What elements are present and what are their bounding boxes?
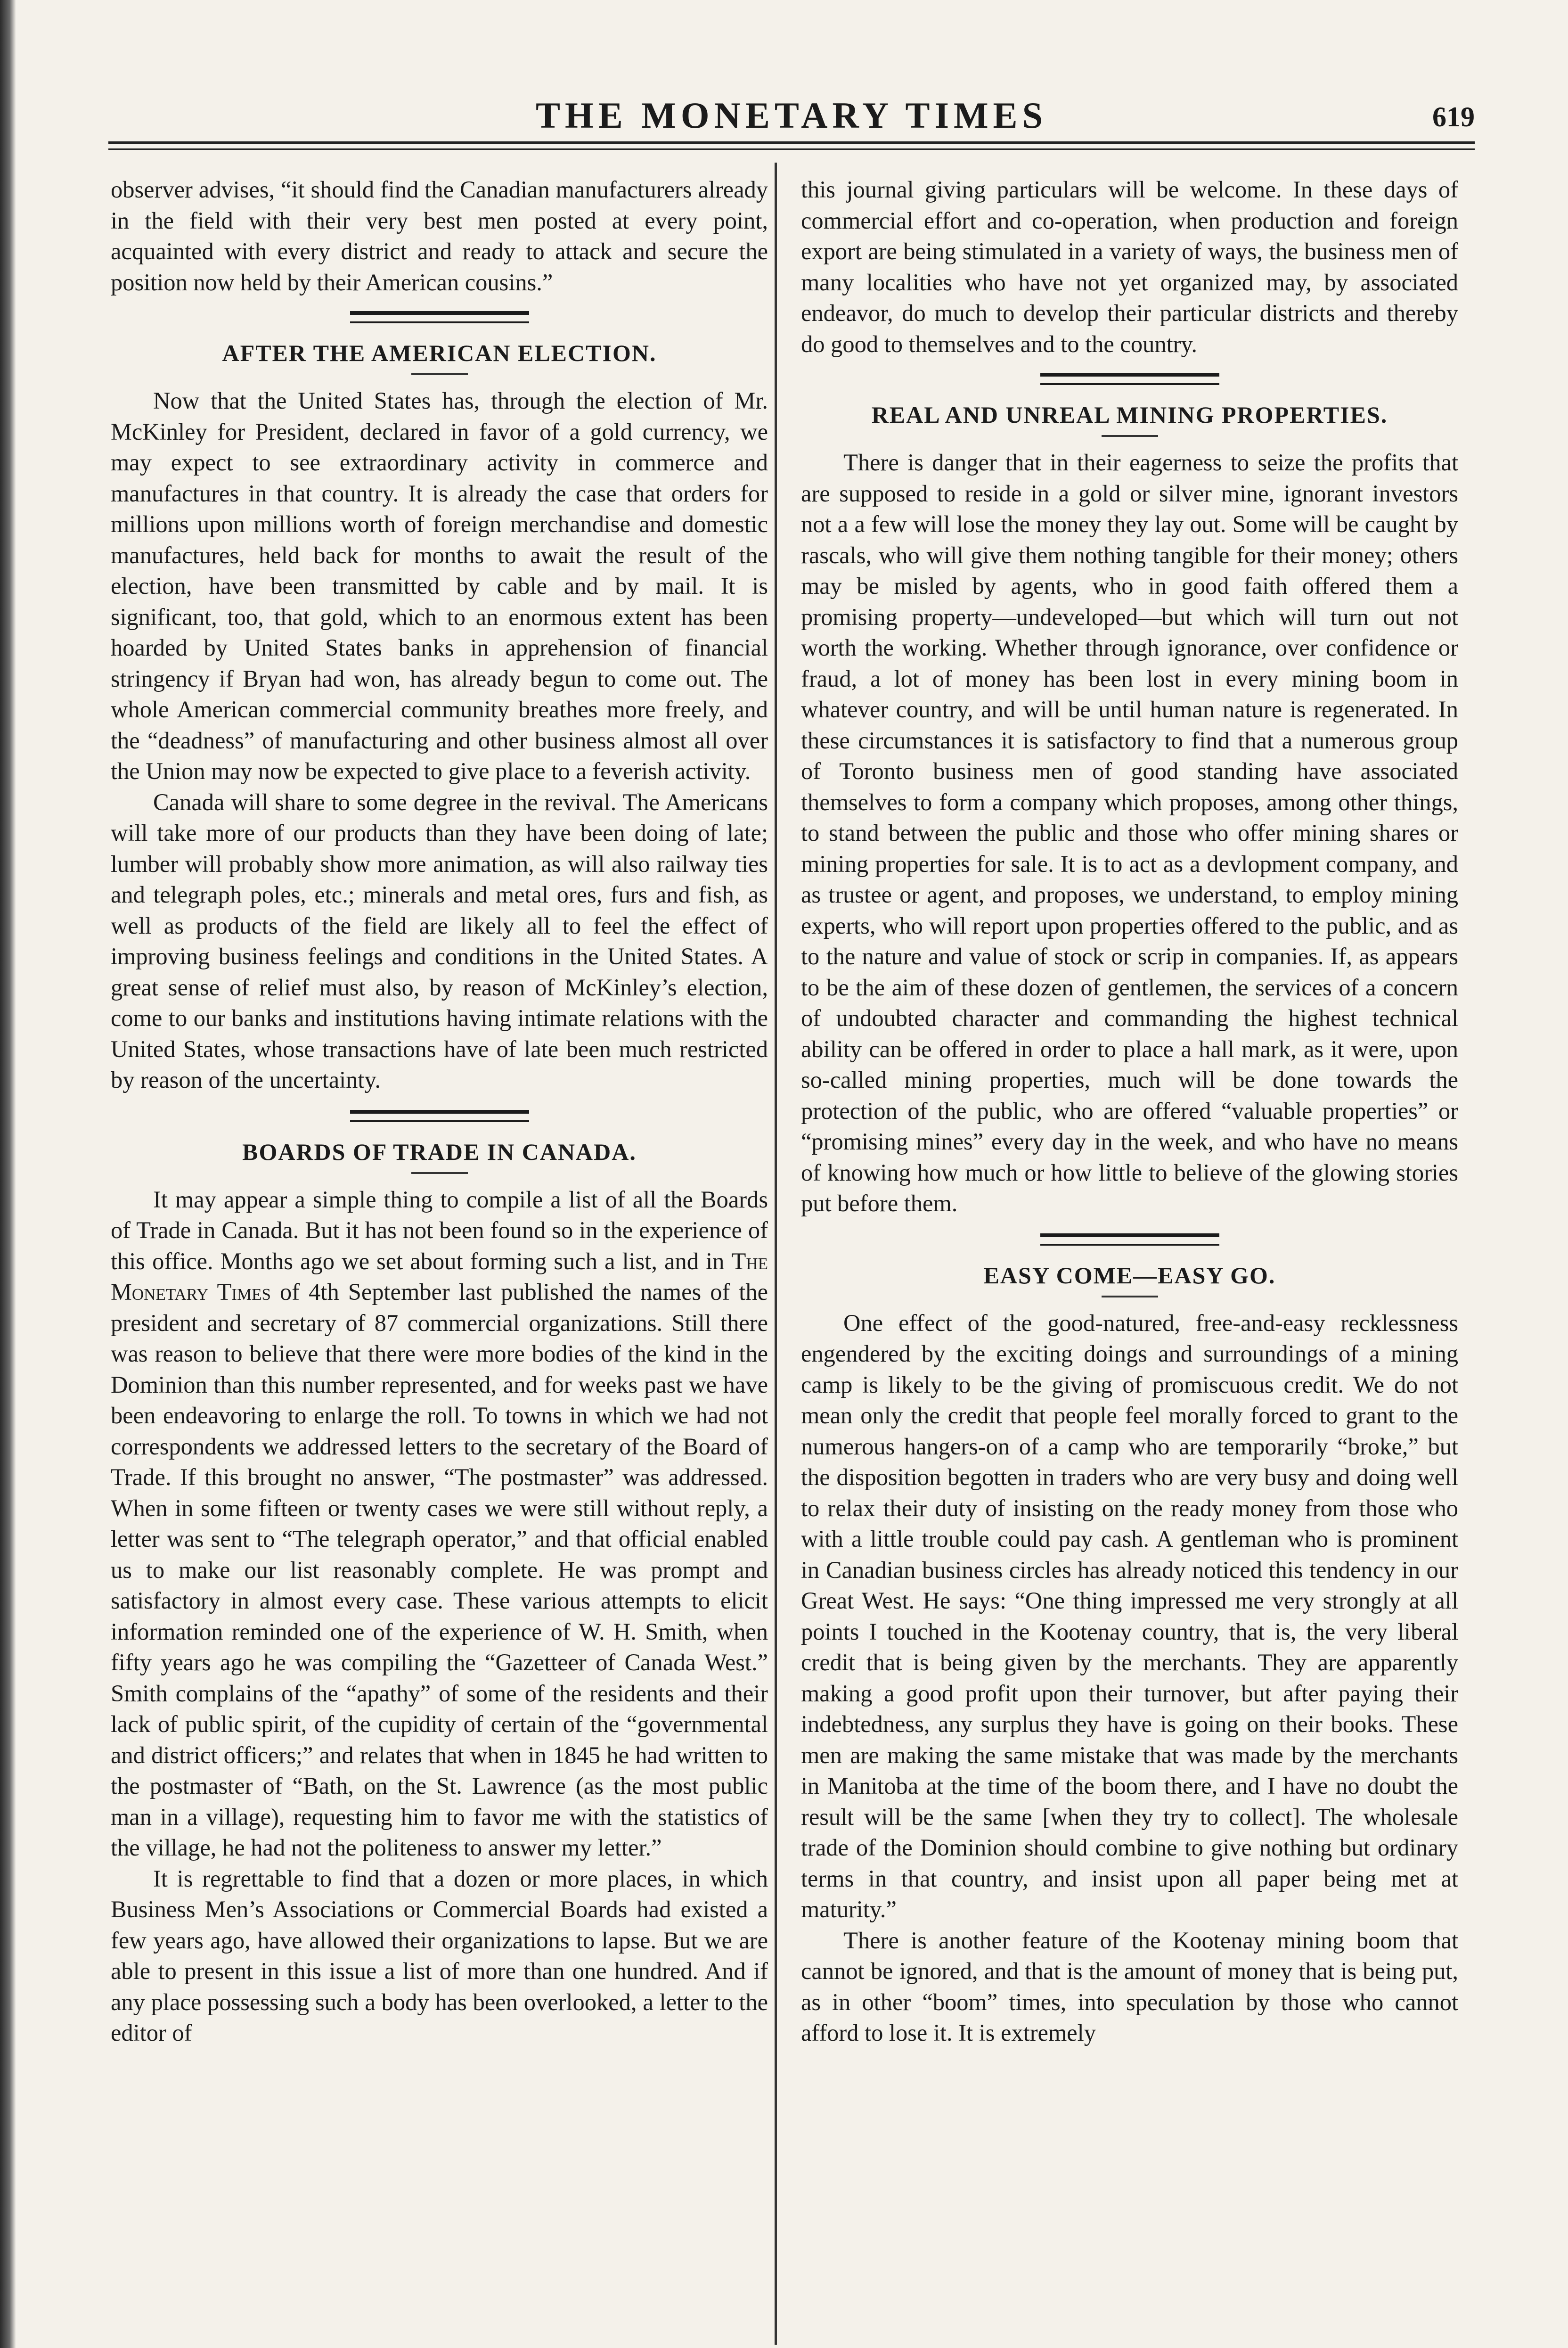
article-paragraph: There is another feature of the Kootenay mining boom that cannot be ignored, and that is the amount of money that is being put, as in other “boom” times, into speculation by those who cannot afford to lose it. It is extremely [801,1927,1458,2046]
article-heading: AFTER THE AMERICAN ELECTION. [222,340,657,366]
column-divider [775,163,777,2345]
continuation-paragraph: this journal giving particulars will be welcome. In these days of commercial effort and co-operation, when production and foreign export are being stimulated in a variety of ways, the business men of many localities who have not yet organized may, by associated endeavor, do much to develop their particular districts and thereby do good to themselves and to the country. [801,176,1458,357]
article-paragraph: Canada will share to some degree in the revival. The Americans will take more of our products than they have been doing of late; lumber will probably show more animation, as will also railway ties and telegraph poles, etc.; minerals and metal ores, furs and fish, as well as products of the field are likely all to feel the effect of improving business feelings and conditions in the United States. A great sense of relief must also, by reason of McKinley’s election, come to our banks and institutions having intimate relations with the United States, whose transactions have of late been much restricted by reason of the uncertainty. [111,788,768,1093]
article-mining-properties [801,399,1458,1219]
heading-rule [1102,1296,1158,1297]
page-number: 619 [1432,101,1475,132]
heading-rule [411,373,468,375]
article-paragraph: It is regrettable to find that a dozen or more places, in which Business Men’s Associations or Commercial Boards had existed a few years ago, have allowed their organizations to lapse. But we are able to present in this issue a list of more than one hundred. And if any place possessing such a body has been overlooked, a letter to the editor of [111,1865,768,2046]
article-paragraph [111,1184,768,1864]
section-rule [1040,373,1219,385]
section-rule [350,311,529,323]
paragraph-text: of 4th September last published the names of the president and secretary of 87 commercial organizations. Still there was reason to believe that there were more bodies of the kind in the Dominion than this number represented, and for weeks past we have been endeavoring to enlarge the roll. To towns in which we had not correspondents we addressed letters to the secretary of the Board of Trade. If this brought no answer, “The postmaster” was addressed. When in some fifteen or twenty cases we were still without reply, a letter was sent to “The telegraph operator,” and that official enabled us to make our list reasonably complete. He was prompt and satisfactory in almost every case. These various attempts to elicit information reminded one of the experience of W. H. Smith, when fifty years ago he was compiling the “Gazetteer of Canada West.” Smith complains of the “apathy” of some of the residents and their lack of public spirit, of the cupidity of certain of the “governmental and district officers;” and relates that when in 1845 he had written to the postmaster of “Bath, on the St. Lawrence (as the most public man in a village), requesting him to favor me with the statistics of the village, he had not the politeness to answer my letter.” [111,1279,768,1861]
header-rule [108,141,1475,150]
section-rule [1040,1233,1219,1246]
article-heading: EASY COME—EASY GO. [983,1262,1276,1289]
article-after-american-election [111,337,768,1096]
section-rule [350,1110,529,1122]
paragraph-text: It may appear a simple thing to compile a list of all the Boards of Trade in Canada. But it has not been found so in the experience of this office. Months ago we set about forming such a list, and in [111,1186,768,1274]
article-paragraph: There is danger that in their eagerness to seize the profits that are supposed to reside in a gold or silver mine, ignorant investors not a a few will lose the money they lay out. Some will be caught by rascals, who will give them nothing tangible for their money; others may be misled by agents, who in good faith offered them a promising property—undeveloped—but which will turn out not worth the working. Whether through ignorance, over confidence or fraud, a lot of money has been lost in every mining boom in whatever country, and will be until human nature is regenerated. In these circumstances it is satisfactory to find that a numerous group of Toronto business men of good standing have associated themselves to form a company which proposes, among other things, to stand between the public and those who offer mining shares or mining properties for sale. It is to act as a devlopment company, and as trustee or agent, and proposes, we understand, to employ mining experts, who will report upon properties offered to the public, and as to the nature and value of stock or scrip in companies. If, as appears to be the aim of these dozen of gentlemen, the services of a concern of undoubted character and commanding the highest technical ability can be offered in order to place a hall mark, as it were, upon so-called mining properties, much will be done towards the protection of the public, who are offered “valuable properties” or “promising mines” every day in the week, and who have no means of knowing how much or how little to believe of the glowing stories put before them. [801,449,1458,1216]
journal-name: The Monetary Times [111,1248,768,1305]
page-binding-edge [0,0,16,2348]
article-heading: REAL AND UNREAL MINING PROPERTIES. [871,402,1388,428]
page-header [108,94,1475,146]
publication-title: THE MONETARY TIMES [536,95,1047,136]
heading-rule [411,1172,468,1174]
heading-rule [1102,435,1158,437]
article-boards-of-trade [111,1136,768,2049]
article-easy-come-easy-go [801,1260,1458,2049]
left-column [111,174,768,2049]
article-paragraph: One effect of the good-natured, free-and-easy recklessness engendered by the exciting doings and surroundings of a mining camp is likely to be the giving of promiscuous credit. We do not mean only the credit that people feel morally forced to grant to the numerous hangers-on of a camp who are temporarily “broke,” but the disposition begotten in traders who are very busy and doing well to relax their duty of insisting on the ready money from those who with a little trouble could pay cash. A gentleman who is prominent in Canadian business circles has already noticed this tendency in our Great West. He says: “One thing impressed me very strongly at all points I touched in the Kootenay country, that is, the very liberal credit that is being given by the merchants. They are apparently making a good profit upon their turnover, but after paying their indebtedness, any surplus they have is going on their books. These men are making the same mistake that was made by the merchants in Manitoba at the time of the boom there, and I have no doubt the result will be the same [when they try to collect]. The wholesale trade of the Dominion should combine to give nothing but ordinary terms in that country, and insist upon all paper being met at maturity.” [801,1309,1458,1922]
right-column [801,174,1458,2049]
article-heading: BOARDS OF TRADE IN CANADA. [242,1138,637,1165]
intro-paragraph: observer advises, “it should find the Canadian manufacturers already in the field with their very best men posted at every point, acquainted with every district and ready to attack and secure the position now held by their American cousins.” [111,176,768,296]
article-paragraph: Now that the United States has, through the election of Mr. McKinley for President, declared in favor of a gold currency, we may expect to see extraordinary activity in commerce and manufactures in that country. It is already the case that orders for millions upon millions worth of foreign merchandise and domestic manufactures, held back for months to await the result of the election, have been transmitted by cable and by mail. It is significant, too, that gold, which to an enormous extent has been hoarded by United States banks in apprehension of financial stringency if Bryan had won, has already begun to come out. The whole American commercial community breathes more freely, and the “deadness” of manufacturing and other business almost all over the Union may now be expected to give place to a feverish activity. [111,387,768,784]
